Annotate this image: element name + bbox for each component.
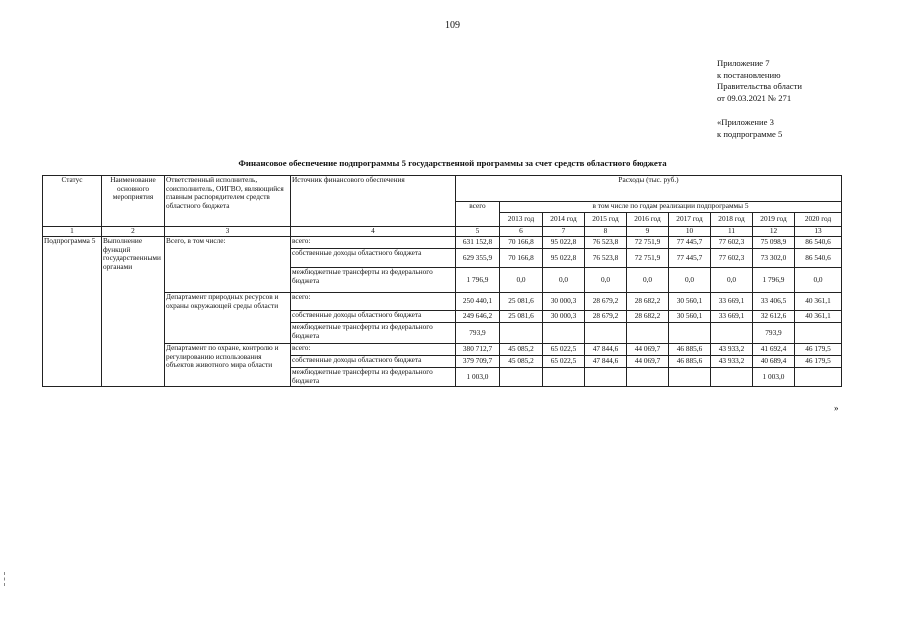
budget-table	[42, 175, 842, 387]
header-year: 2019 год	[753, 213, 795, 227]
column-number: 9	[627, 227, 669, 237]
value-cell: 28 679,2	[585, 293, 627, 311]
value-cell	[500, 323, 543, 344]
document-title: Финансовое обеспечение подпрограммы 5 государственной программы за счет средств областного бюджета	[238, 158, 667, 168]
header-year: 2017 год	[669, 213, 711, 227]
value-cell: 77 602,3	[711, 237, 753, 249]
header-row	[43, 176, 842, 202]
header-year: 2013 год	[500, 213, 543, 227]
value-cell: 40 361,1	[795, 293, 842, 311]
table-row	[43, 237, 842, 249]
value-cell: 95 022,8	[543, 237, 585, 249]
appendix-block	[717, 58, 802, 104]
appendix-line: «Приложение 3	[717, 117, 774, 127]
status-cell: Подпрограмма 5	[43, 237, 102, 387]
column-number: 11	[711, 227, 753, 237]
value-cell: 47 844,6	[585, 356, 627, 368]
value-cell: 25 081,6	[500, 311, 543, 323]
value-cell: 65 022,5	[543, 356, 585, 368]
header-executor: Ответственный исполнитель, соисполнитель, ОИГВО, являющийся главным распорядителем средств областного бюджета	[165, 176, 291, 227]
value-cell: 70 166,8	[500, 249, 543, 268]
value-cell	[669, 368, 711, 387]
value-cell: 33 669,1	[711, 311, 753, 323]
value-cell: 77 445,7	[669, 249, 711, 268]
value-cell: 0,0	[711, 268, 753, 293]
value-cell: 793,9	[456, 323, 500, 344]
appendix-line: к постановлению	[717, 69, 781, 80]
header-expenses: Расходы (тыс. руб.)	[456, 176, 842, 202]
source-cell: межбюджетные трансферты из федерального бюджета	[291, 268, 456, 293]
value-cell: 793,9	[753, 323, 795, 344]
appendix-block-2	[717, 117, 782, 140]
value-cell: 0,0	[543, 268, 585, 293]
header-status: Статус	[43, 176, 102, 227]
value-cell	[585, 323, 627, 344]
value-cell: 46 179,5	[795, 356, 842, 368]
value-cell	[500, 368, 543, 387]
value-cell: 379 709,7	[456, 356, 500, 368]
value-cell: 77 445,7	[669, 237, 711, 249]
value-cell: 76 523,8	[585, 249, 627, 268]
column-number: 8	[585, 227, 627, 237]
value-cell: 70 166,8	[500, 237, 543, 249]
source-cell: всего:	[291, 237, 456, 249]
value-cell: 629 355,9	[456, 249, 500, 268]
scan-edge-mark	[4, 572, 9, 586]
value-cell: 46 179,5	[795, 344, 842, 356]
value-cell: 65 022,5	[543, 344, 585, 356]
value-cell	[627, 368, 669, 387]
value-cell: 75 098,9	[753, 237, 795, 249]
value-cell	[711, 323, 753, 344]
value-cell: 631 152,8	[456, 237, 500, 249]
value-cell: 43 933,2	[711, 356, 753, 368]
page-number: 109	[445, 20, 460, 31]
value-cell: 250 440,1	[456, 293, 500, 311]
column-number: 3	[165, 227, 291, 237]
executor-cell: Департамент по охране, контролю и регулированию использования объектов животного мира области	[165, 344, 291, 387]
executor-cell: Всего, в том числе:	[165, 237, 291, 293]
executor-cell: Департамент природных ресурсов и охраны окружающей среды области	[165, 293, 291, 344]
value-cell: 380 712,7	[456, 344, 500, 356]
activity-cell: Выполнение функций государственными органами	[102, 237, 165, 387]
source-cell: всего:	[291, 293, 456, 311]
source-cell: собственные доходы областного бюджета	[291, 356, 456, 368]
column-number: 4	[291, 227, 456, 237]
value-cell	[795, 368, 842, 387]
value-cell: 86 540,6	[795, 249, 842, 268]
value-cell: 76 523,8	[585, 237, 627, 249]
column-numbers-row	[43, 227, 842, 237]
header-year: 2015 год	[585, 213, 627, 227]
value-cell: 40 361,1	[795, 311, 842, 323]
value-cell: 45 085,2	[500, 356, 543, 368]
source-cell: собственные доходы областного бюджета	[291, 249, 456, 268]
value-cell: 30 000,3	[543, 293, 585, 311]
value-cell: 0,0	[500, 268, 543, 293]
header-source: Источник финансового обеспечения	[291, 176, 456, 227]
value-cell	[795, 323, 842, 344]
value-cell: 86 540,6	[795, 237, 842, 249]
value-cell: 46 885,6	[669, 356, 711, 368]
header-year: 2014 год	[543, 213, 585, 227]
value-cell: 41 692,4	[753, 344, 795, 356]
value-cell	[585, 368, 627, 387]
column-number: 12	[753, 227, 795, 237]
source-cell: межбюджетные трансферты из федерального бюджета	[291, 323, 456, 344]
value-cell: 44 069,7	[627, 356, 669, 368]
value-cell: 28 682,2	[627, 293, 669, 311]
closing-quote: »	[834, 403, 839, 413]
source-cell: всего:	[291, 344, 456, 356]
value-cell: 28 682,2	[627, 311, 669, 323]
value-cell: 40 689,4	[753, 356, 795, 368]
source-cell: межбюджетные трансферты из федерального бюджета	[291, 368, 456, 387]
header-year: 2018 год	[711, 213, 753, 227]
column-number: 7	[543, 227, 585, 237]
value-cell: 32 612,6	[753, 311, 795, 323]
value-cell: 77 602,3	[711, 249, 753, 268]
value-cell: 73 302,0	[753, 249, 795, 268]
header-by-years: в том числе по годам реализации подпрограммы 5	[500, 202, 842, 213]
source-cell: собственные доходы областного бюджета	[291, 311, 456, 323]
value-cell: 46 885,6	[669, 344, 711, 356]
column-number: 13	[795, 227, 842, 237]
header-activity: Наименование основного мероприятия	[102, 176, 165, 227]
value-cell	[543, 368, 585, 387]
appendix-line: Правительства области	[717, 81, 802, 91]
header-total: всего	[456, 202, 500, 227]
value-cell	[543, 323, 585, 344]
value-cell: 1 003,0	[753, 368, 795, 387]
value-cell: 43 933,2	[711, 344, 753, 356]
header-year: 2020 год	[795, 213, 842, 227]
value-cell: 33 406,5	[753, 293, 795, 311]
value-cell: 25 081,6	[500, 293, 543, 311]
value-cell: 95 022,8	[543, 249, 585, 268]
column-number: 5	[456, 227, 500, 237]
value-cell	[669, 323, 711, 344]
appendix-line: к подпрограмме 5	[717, 128, 783, 139]
value-cell: 44 069,7	[627, 344, 669, 356]
value-cell: 28 679,2	[585, 311, 627, 323]
value-cell	[627, 323, 669, 344]
column-number: 10	[669, 227, 711, 237]
value-cell: 1 003,0	[456, 368, 500, 387]
value-cell: 72 751,9	[627, 237, 669, 249]
value-cell: 47 844,6	[585, 344, 627, 356]
value-cell: 30 560,1	[669, 293, 711, 311]
value-cell	[711, 368, 753, 387]
value-cell: 0,0	[795, 268, 842, 293]
appendix-line: от 09.03.2021 № 271	[717, 92, 792, 103]
column-number: 6	[500, 227, 543, 237]
value-cell: 33 669,1	[711, 293, 753, 311]
column-number: 1	[43, 227, 102, 237]
value-cell: 30 560,1	[669, 311, 711, 323]
value-cell: 1 796,9	[456, 268, 500, 293]
value-cell: 1 796,9	[753, 268, 795, 293]
column-number: 2	[102, 227, 165, 237]
appendix-line: Приложение 7	[717, 58, 770, 68]
value-cell: 0,0	[669, 268, 711, 293]
value-cell: 45 085,2	[500, 344, 543, 356]
value-cell: 0,0	[627, 268, 669, 293]
value-cell: 72 751,9	[627, 249, 669, 268]
value-cell: 249 646,2	[456, 311, 500, 323]
value-cell: 30 000,3	[543, 311, 585, 323]
header-year: 2016 год	[627, 213, 669, 227]
value-cell: 0,0	[585, 268, 627, 293]
